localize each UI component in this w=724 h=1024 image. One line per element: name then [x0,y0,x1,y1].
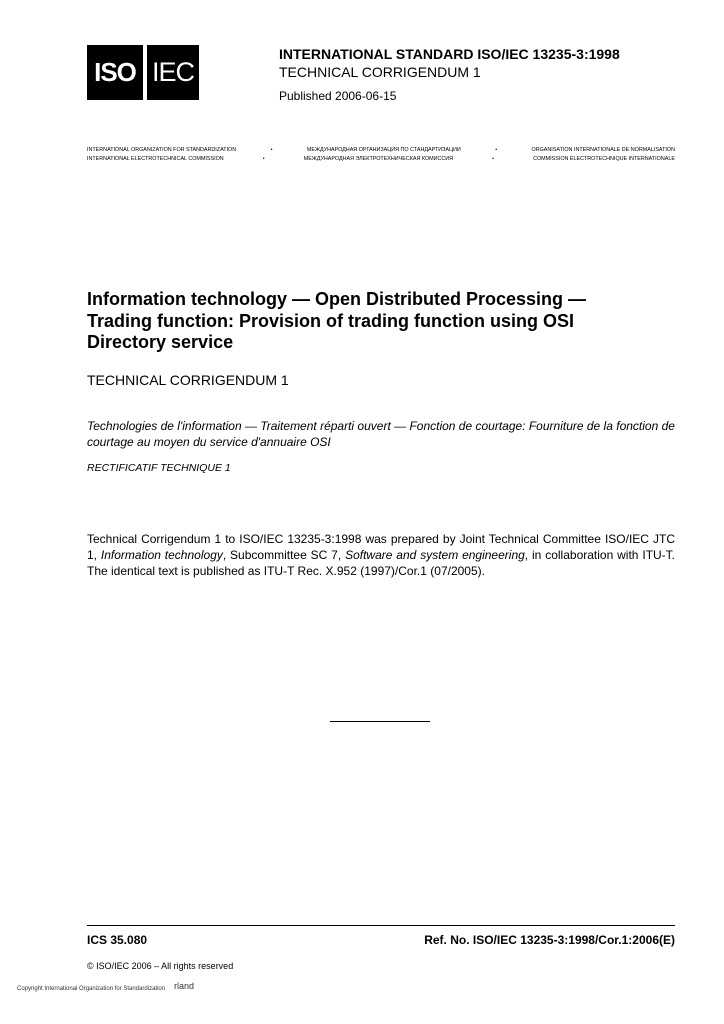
title-line-2: Trading function: Provision of trading function using OSI [87,310,574,331]
body-text-2: , Subcommittee SC 7, [222,548,346,562]
bullet: • [262,156,265,162]
document-title [87,289,647,354]
iso-logo-text: ISO [94,57,136,87]
ics-code: ICS 35.080 [87,933,148,947]
org-iec-ru: МЕЖДУНАРОДНАЯ ЭЛЕКТРОТЕХНИЧЕСКАЯ КОМИССИЯ [303,156,454,162]
bullet: • [492,156,495,162]
rectificatif-label: RECTIFICATIF TECHNIQUE 1 [87,462,231,474]
iec-logo-text: IEC [151,57,194,87]
bullet: • [270,147,273,153]
body-text-3: , in collaboration with ITU-T. The identical text is published as ITU-T Rec. X.952 (1997)/Cor.1 (07/2005). [87,548,676,578]
body-text-1: Technical Corrigendum 1 to ISO/IEC 13235-3:1998 was prepared by Joint Technical Committee ISO/IEC JTC 1, [87,532,675,562]
printed-in-fragment: rland [174,981,195,991]
published-date: Published 2006-06-15 [279,89,397,103]
technical-corrigendum-heading: TECHNICAL CORRIGENDUM 1 [87,372,289,388]
copyright-watermark: Copyright International Organization for Standardization [17,986,166,992]
iec-logo [147,45,199,100]
org-line-2 [87,156,675,162]
org-iec-en: INTERNATIONAL ELECTROTECHNICAL COMMISSION [87,156,224,162]
corrigendum-label: TECHNICAL CORRIGENDUM 1 [279,64,481,80]
body-italic-2: Software and system engineering [345,548,525,562]
org-iso-fr: ORGANISATION INTERNATIONALE DE NORMALISATION [531,147,675,153]
org-iso-ru: МЕЖДУНАРОДНАЯ ОРГАНИЗАЦИЯ ПО СТАНДАРТИЗАЦИИ [306,147,461,153]
org-iso-en: INTERNATIONAL ORGANIZATION FOR STANDARDIZATION [87,147,237,153]
title-line-1: Information technology — Open Distributed Processing — [87,289,587,309]
standard-title: INTERNATIONAL STANDARD ISO/IEC 13235-3:1998 [279,46,620,62]
copyright-notice: © ISO/IEC 2006 – All rights reserved [87,961,234,971]
org-line-1 [87,147,675,153]
french-title: Technologies de l'information — Traitement réparti ouvert — Fonction de courtage: Fourniture de la fonction de courtage au moyen du service d'annuaire OSI [87,419,675,449]
iso-logo [87,45,143,100]
body-paragraph [87,531,675,579]
bullet: • [495,147,498,153]
title-line-3: Directory service [87,332,234,352]
separator-line [330,721,430,722]
reference-number: Ref. No. ISO/IEC 13235-3:1998/Cor.1:2006(E) [424,933,675,947]
footer-rule [87,925,675,926]
body-italic-1: Information technology [100,548,223,562]
org-iec-fr: COMMISSION ÉLECTROTECHNIQUE INTERNATIONALE [533,156,675,162]
